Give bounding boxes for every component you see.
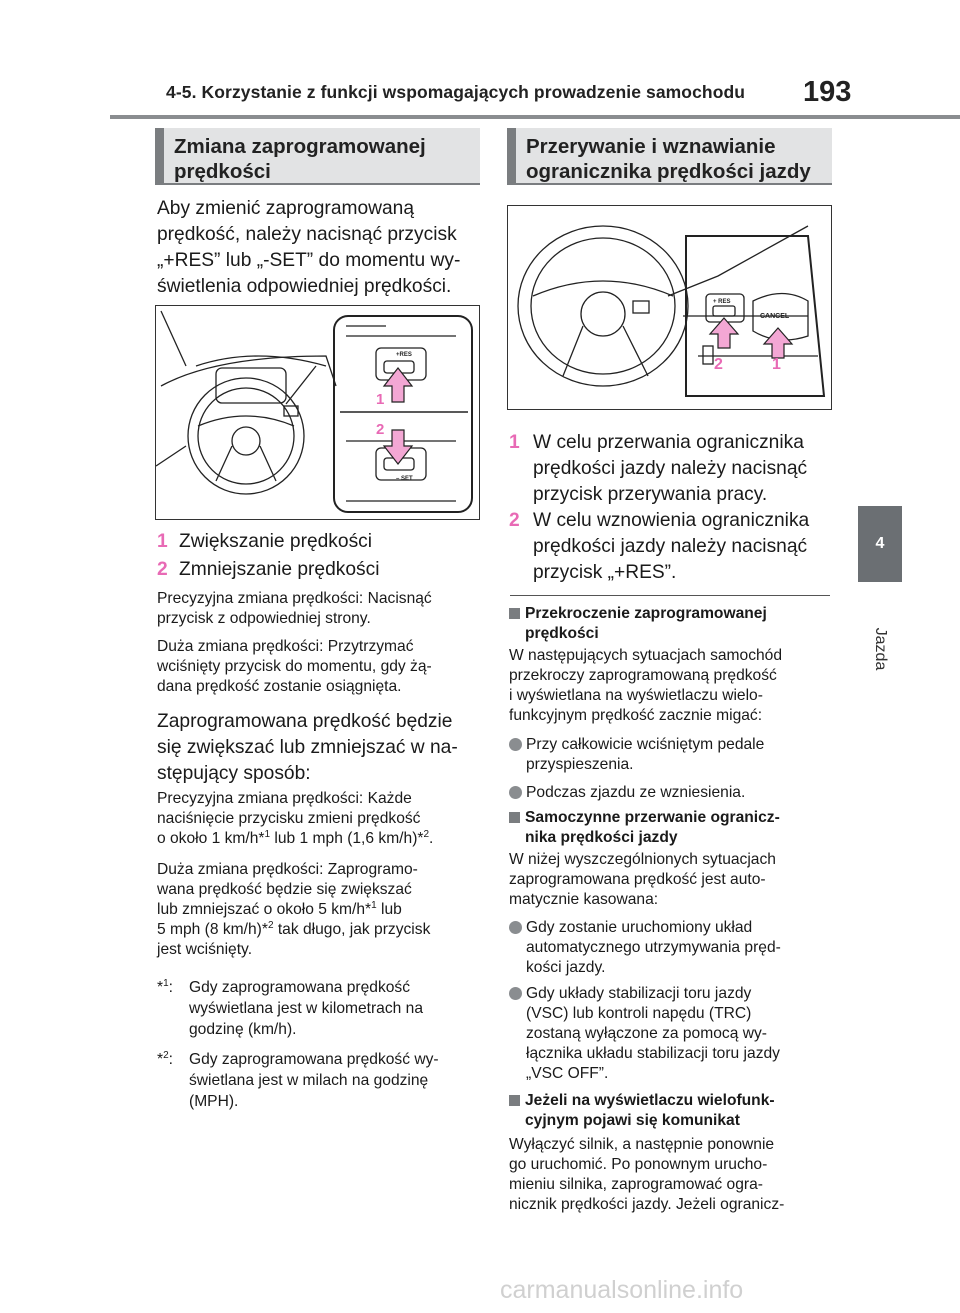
text-line: przekroczy zaprogramowaną prędkość xyxy=(509,667,777,684)
text-fragment: tak długo, jak przycisk xyxy=(273,921,431,938)
text-line: automatycznego utrzymywania pręd- xyxy=(526,939,781,956)
text-line: i wyświetlana na wyświetlaczu wielo- xyxy=(509,687,763,704)
text-line: Jeżeli na wyświetlaczu wielofunk- xyxy=(525,1092,775,1109)
paragraph xyxy=(509,1135,784,1215)
footnote-ref: 1 xyxy=(371,900,377,911)
text-line: Gdy zostanie uruchomiony układ xyxy=(526,919,753,936)
section-title-line: prędkości xyxy=(174,160,271,183)
item-number: 1 xyxy=(509,432,520,453)
item-text: Zwiększanie prędkości xyxy=(179,531,373,552)
square-bullet-icon xyxy=(509,608,520,619)
item-number: 2 xyxy=(157,559,168,580)
item-number: 1 xyxy=(157,531,168,552)
text-line: Wyłączyć silnik, a następnie ponownie xyxy=(509,1136,775,1153)
text-line: Aby zmienić zaprogramowaną xyxy=(157,198,415,219)
item-text: Zmniejszanie prędkości xyxy=(179,559,380,580)
section-title-line: ogranicznika prędkości jazdy xyxy=(526,160,811,183)
footnote-star: * xyxy=(157,979,164,996)
square-bullet-icon xyxy=(509,812,520,823)
paragraph xyxy=(509,646,782,726)
circle-bullet-icon xyxy=(509,786,522,799)
steering-wheel-figure-right xyxy=(507,205,832,410)
circle-bullet-icon xyxy=(509,987,522,1000)
text-line: Duża zmiana prędkości: Przytrzymać xyxy=(157,638,414,655)
section-title-left xyxy=(155,128,480,185)
text-line: Przy całkowicie wciśniętym pedale xyxy=(526,736,765,753)
text-line: Przekroczenie zaprogramowanej xyxy=(525,605,767,622)
paragraph xyxy=(157,589,432,629)
paragraph xyxy=(509,850,776,910)
footnote-colon: : xyxy=(168,979,173,996)
text-line: godzinę (km/h). xyxy=(189,1021,297,1038)
text-line: naciśnięcie przycisku zmieni prędkość xyxy=(157,810,421,827)
text-line: prędkości jazdy należy nacisnąć xyxy=(533,536,808,557)
text-line: prędkości jazdy należy nacisnąć xyxy=(533,458,808,479)
footnote-ref: 2 xyxy=(267,920,274,931)
square-bullet-icon xyxy=(509,1095,520,1106)
text-line: przycisk z odpowiedniej strony. xyxy=(157,610,371,627)
section-title-line: Zmiana zaprogramowanej xyxy=(174,135,426,158)
footnote-ref: 1 xyxy=(264,829,271,840)
footnote-number: 2 xyxy=(163,1050,169,1061)
running-header-title: 4-5. Korzystanie z funkcji wspomagających prowadzenie samochodu xyxy=(166,82,746,102)
header-rule xyxy=(110,115,960,119)
text-line: „+RES” lub „-SET” do momentu wy- xyxy=(157,250,461,271)
paragraph xyxy=(157,860,430,960)
set-label: – SET xyxy=(396,476,413,482)
text-fragment: lub xyxy=(376,901,402,918)
text-line: nika prędkości jazdy xyxy=(525,829,678,846)
text-line: W celu przerwania ogranicznika xyxy=(533,432,804,453)
text-fragment: . xyxy=(429,830,434,847)
text-fragment: o około 1 km/h* xyxy=(157,830,265,847)
text-line: nicznik prędkości jazdy. Jeżeli ogranicz- xyxy=(509,1196,785,1213)
text-line: W niżej wyszczególnionych sytuacjach xyxy=(509,851,776,868)
text-line: Duża zmiana prędkości: Zaprogramo- xyxy=(157,861,418,878)
text-line: Gdy zaprogramowana prędkość xyxy=(189,979,411,996)
cancel-label: CANCEL xyxy=(760,313,790,320)
text-line: wciśnięty przycisk do momentu, gdy żą- xyxy=(157,658,432,675)
section-title-right xyxy=(507,128,832,185)
text-line: W celu wznowienia ogranicznika xyxy=(533,510,810,531)
text-line: zaprogramowana prędkość jest auto- xyxy=(509,871,766,888)
text-line: świetlana jest w milach na godzinę xyxy=(189,1072,429,1089)
callout-2: 2 xyxy=(376,421,385,438)
res-label: + RES xyxy=(713,299,731,305)
circle-bullet-icon xyxy=(509,921,522,934)
text-line: matycznie kasowana: xyxy=(509,891,659,908)
text-line: zostaną wyłączone za pomocą wy- xyxy=(526,1025,767,1042)
text-fragment: 5 mph (8 km/h)* xyxy=(157,921,268,938)
paragraph xyxy=(157,789,433,849)
text-line: świetlenia odpowiedniej prędkości. xyxy=(157,276,452,297)
paragraph xyxy=(157,637,432,697)
steering-wheel-illustration xyxy=(156,306,478,518)
text-line: stępujący sposób: xyxy=(157,763,311,784)
text-line: „VSC OFF”. xyxy=(526,1065,609,1082)
arrow-up-icon xyxy=(764,328,792,358)
text-line: (VSC) lub kontroli napędu (TRC) xyxy=(526,1005,752,1022)
section-divider xyxy=(510,595,830,596)
circle-bullet-icon xyxy=(509,738,522,751)
text-line: się zwiększać lub zmniejszać w na- xyxy=(157,737,458,758)
text-line: mieniu silnika, zaprogramować ogra- xyxy=(509,1176,763,1193)
text-fragment: lub 1 mph (1,6 km/h)* xyxy=(270,830,424,847)
text-line: wana prędkość będzie się zwiększać xyxy=(157,881,412,898)
chapter-label: Jazda xyxy=(872,627,889,671)
watermark: carmanualsonline.info xyxy=(500,1276,744,1304)
callout-2: 2 xyxy=(714,356,723,373)
text-line: Podczas zjazdu ze wzniesienia. xyxy=(526,784,746,801)
text-line: W następujących sytuacjach samochód xyxy=(509,647,783,664)
text-line: Gdy zaprogramowana prędkość wy- xyxy=(189,1051,439,1068)
text-line: łącznika układu stabilizacji toru jazdy xyxy=(526,1045,780,1062)
text-line: Precyzyjna zmiana prędkości: Nacisnąć xyxy=(157,590,432,607)
text-line: go uruchomić. Po ponownym urucho- xyxy=(509,1156,768,1173)
steering-wheel-figure-left xyxy=(155,305,480,520)
text-line: przycisk przerywania pracy. xyxy=(533,484,768,505)
text-line: przycisk „+RES”. xyxy=(533,562,677,583)
text-line: Precyzyjna zmiana prędkości: Każde xyxy=(157,790,412,807)
steering-wheel-illustration xyxy=(508,206,830,408)
text-line: wyświetlana jest w kilometrach na xyxy=(189,1000,423,1017)
res-label: +RES xyxy=(396,352,412,358)
callout-1: 1 xyxy=(772,356,781,373)
text-line: kości jazdy. xyxy=(526,959,606,976)
text-line: cyjnym pojawi się komunikat xyxy=(525,1112,740,1129)
footnote-colon: : xyxy=(168,1051,173,1068)
text-fragment: lub zmniejszać o około 5 km/h* xyxy=(157,901,372,918)
text-line: prędkość, należy nacisnąć przycisk xyxy=(157,224,457,245)
item-text xyxy=(533,430,807,508)
item-number: 2 xyxy=(509,510,520,531)
callout-1: 1 xyxy=(376,391,385,408)
footnote-mark xyxy=(157,1049,173,1070)
text-line xyxy=(157,920,430,940)
text-line: prędkości xyxy=(525,625,599,642)
text-line xyxy=(157,900,430,920)
paragraph-large xyxy=(157,709,458,787)
text-line: Samoczynne przerwanie ogranicz- xyxy=(525,809,780,826)
text-line: jest wciśnięty. xyxy=(157,941,253,958)
text-line: przyspieszenia. xyxy=(526,756,634,773)
footnote-star: * xyxy=(157,1051,164,1068)
chapter-tab[interactable]: 4 xyxy=(858,506,902,582)
footnote-ref: 2 xyxy=(423,829,430,840)
section-title-line: Przerywanie i wznawianie xyxy=(526,135,776,158)
intro-paragraph xyxy=(157,196,460,300)
footnote-number: 1 xyxy=(163,978,169,989)
arrow-down-icon xyxy=(384,430,412,464)
text-line xyxy=(157,829,433,849)
text-line: dana prędkość zostanie osiągnięta. xyxy=(157,678,402,695)
footnote-mark xyxy=(157,977,173,998)
item-text xyxy=(533,508,809,586)
page-number: 193 xyxy=(803,76,852,108)
text-line: Gdy układy stabilizacji toru jazdy xyxy=(526,985,752,1002)
text-line: funkcyjnym prędkość zacznie migać: xyxy=(509,707,763,724)
text-line: Zaprogramowana prędkość będzie xyxy=(157,711,453,732)
text-line: (MPH). xyxy=(189,1093,239,1110)
